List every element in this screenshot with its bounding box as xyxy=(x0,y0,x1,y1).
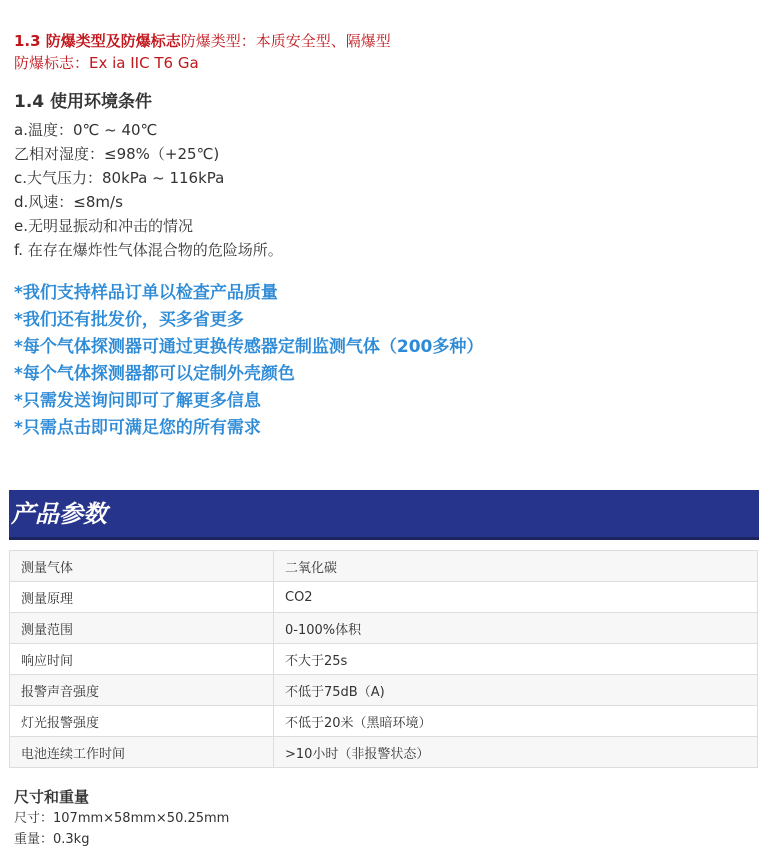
param-value: >10小时（非报警状态） xyxy=(274,737,758,768)
promo-item: *只需发送询问即可了解更多信息 xyxy=(14,391,261,411)
params-table xyxy=(9,550,758,768)
size-weight-section xyxy=(14,786,229,850)
promo-item: *我们支持样品订单以检查产品质量 xyxy=(14,283,278,303)
table-row xyxy=(10,737,758,768)
size-weight-title: 尺寸和重量 xyxy=(14,788,90,806)
explosion-heading-bold: 1.3 防爆类型及防爆标志 xyxy=(14,32,181,50)
banner-title: 产品参数 xyxy=(11,500,107,528)
promo-item: *每个气体探测器都可以定制外壳颜色 xyxy=(14,364,295,384)
param-key: 响应时间 xyxy=(10,644,274,675)
explosion-mark-line: 防爆标志：Ex ia IIC T6 Ga xyxy=(14,54,199,72)
table-row xyxy=(10,613,758,644)
list-item: a.温度：0℃ ~ 40℃ xyxy=(14,121,158,139)
list-item: d.风速：≤8m/s xyxy=(14,193,123,211)
weight-text: 重量：0.3kg xyxy=(14,832,90,847)
param-key: 测量气体 xyxy=(10,551,274,582)
promo-item: *只需点击即可满足您的所有需求 xyxy=(14,418,261,438)
list-item: f. 在存在爆炸性气体混合物的危险场所。 xyxy=(14,241,283,259)
explosion-type-text: 防爆类型：本质安全型、隔爆型 xyxy=(180,32,391,50)
param-key: 报警声音强度 xyxy=(10,675,274,706)
list-item: c.大气压力：80kPa ~ 116kPa xyxy=(14,169,225,187)
param-value: 二氧化碳 xyxy=(274,551,758,582)
promo-item: *每个气体探测器可通过更换传感器定制监测气体（200多种） xyxy=(14,337,484,357)
promo-list xyxy=(14,280,757,442)
table-row xyxy=(10,551,758,582)
environment-title: 1.4 使用环境条件 xyxy=(14,92,153,112)
param-value: CO2 xyxy=(274,582,758,613)
dimensions-text: 尺寸：107mm×58mm×50.25mm xyxy=(14,811,230,826)
param-value: 不大于25s xyxy=(274,644,758,675)
explosion-heading xyxy=(14,30,757,52)
param-key: 灯光报警强度 xyxy=(10,706,274,737)
content xyxy=(0,30,771,442)
param-value: 0-100%体积 xyxy=(274,613,758,644)
table-row xyxy=(10,582,758,613)
promo-item: *我们还有批发价，买多省更多 xyxy=(14,310,244,330)
table-row xyxy=(10,706,758,737)
table-row xyxy=(10,675,758,706)
param-value: 不低于20米（黑暗环境） xyxy=(274,706,758,737)
param-key: 测量范围 xyxy=(10,613,274,644)
environment-list xyxy=(14,118,757,262)
list-item: e.无明显振动和冲击的情况 xyxy=(14,217,193,235)
list-item: 乙相对湿度：≤98%（+25℃) xyxy=(14,145,220,163)
table-row xyxy=(10,644,758,675)
param-key: 测量原理 xyxy=(10,582,274,613)
param-value: 不低于75dB（A) xyxy=(274,675,758,706)
param-key: 电池连续工作时间 xyxy=(10,737,274,768)
product-params-banner xyxy=(9,490,759,540)
